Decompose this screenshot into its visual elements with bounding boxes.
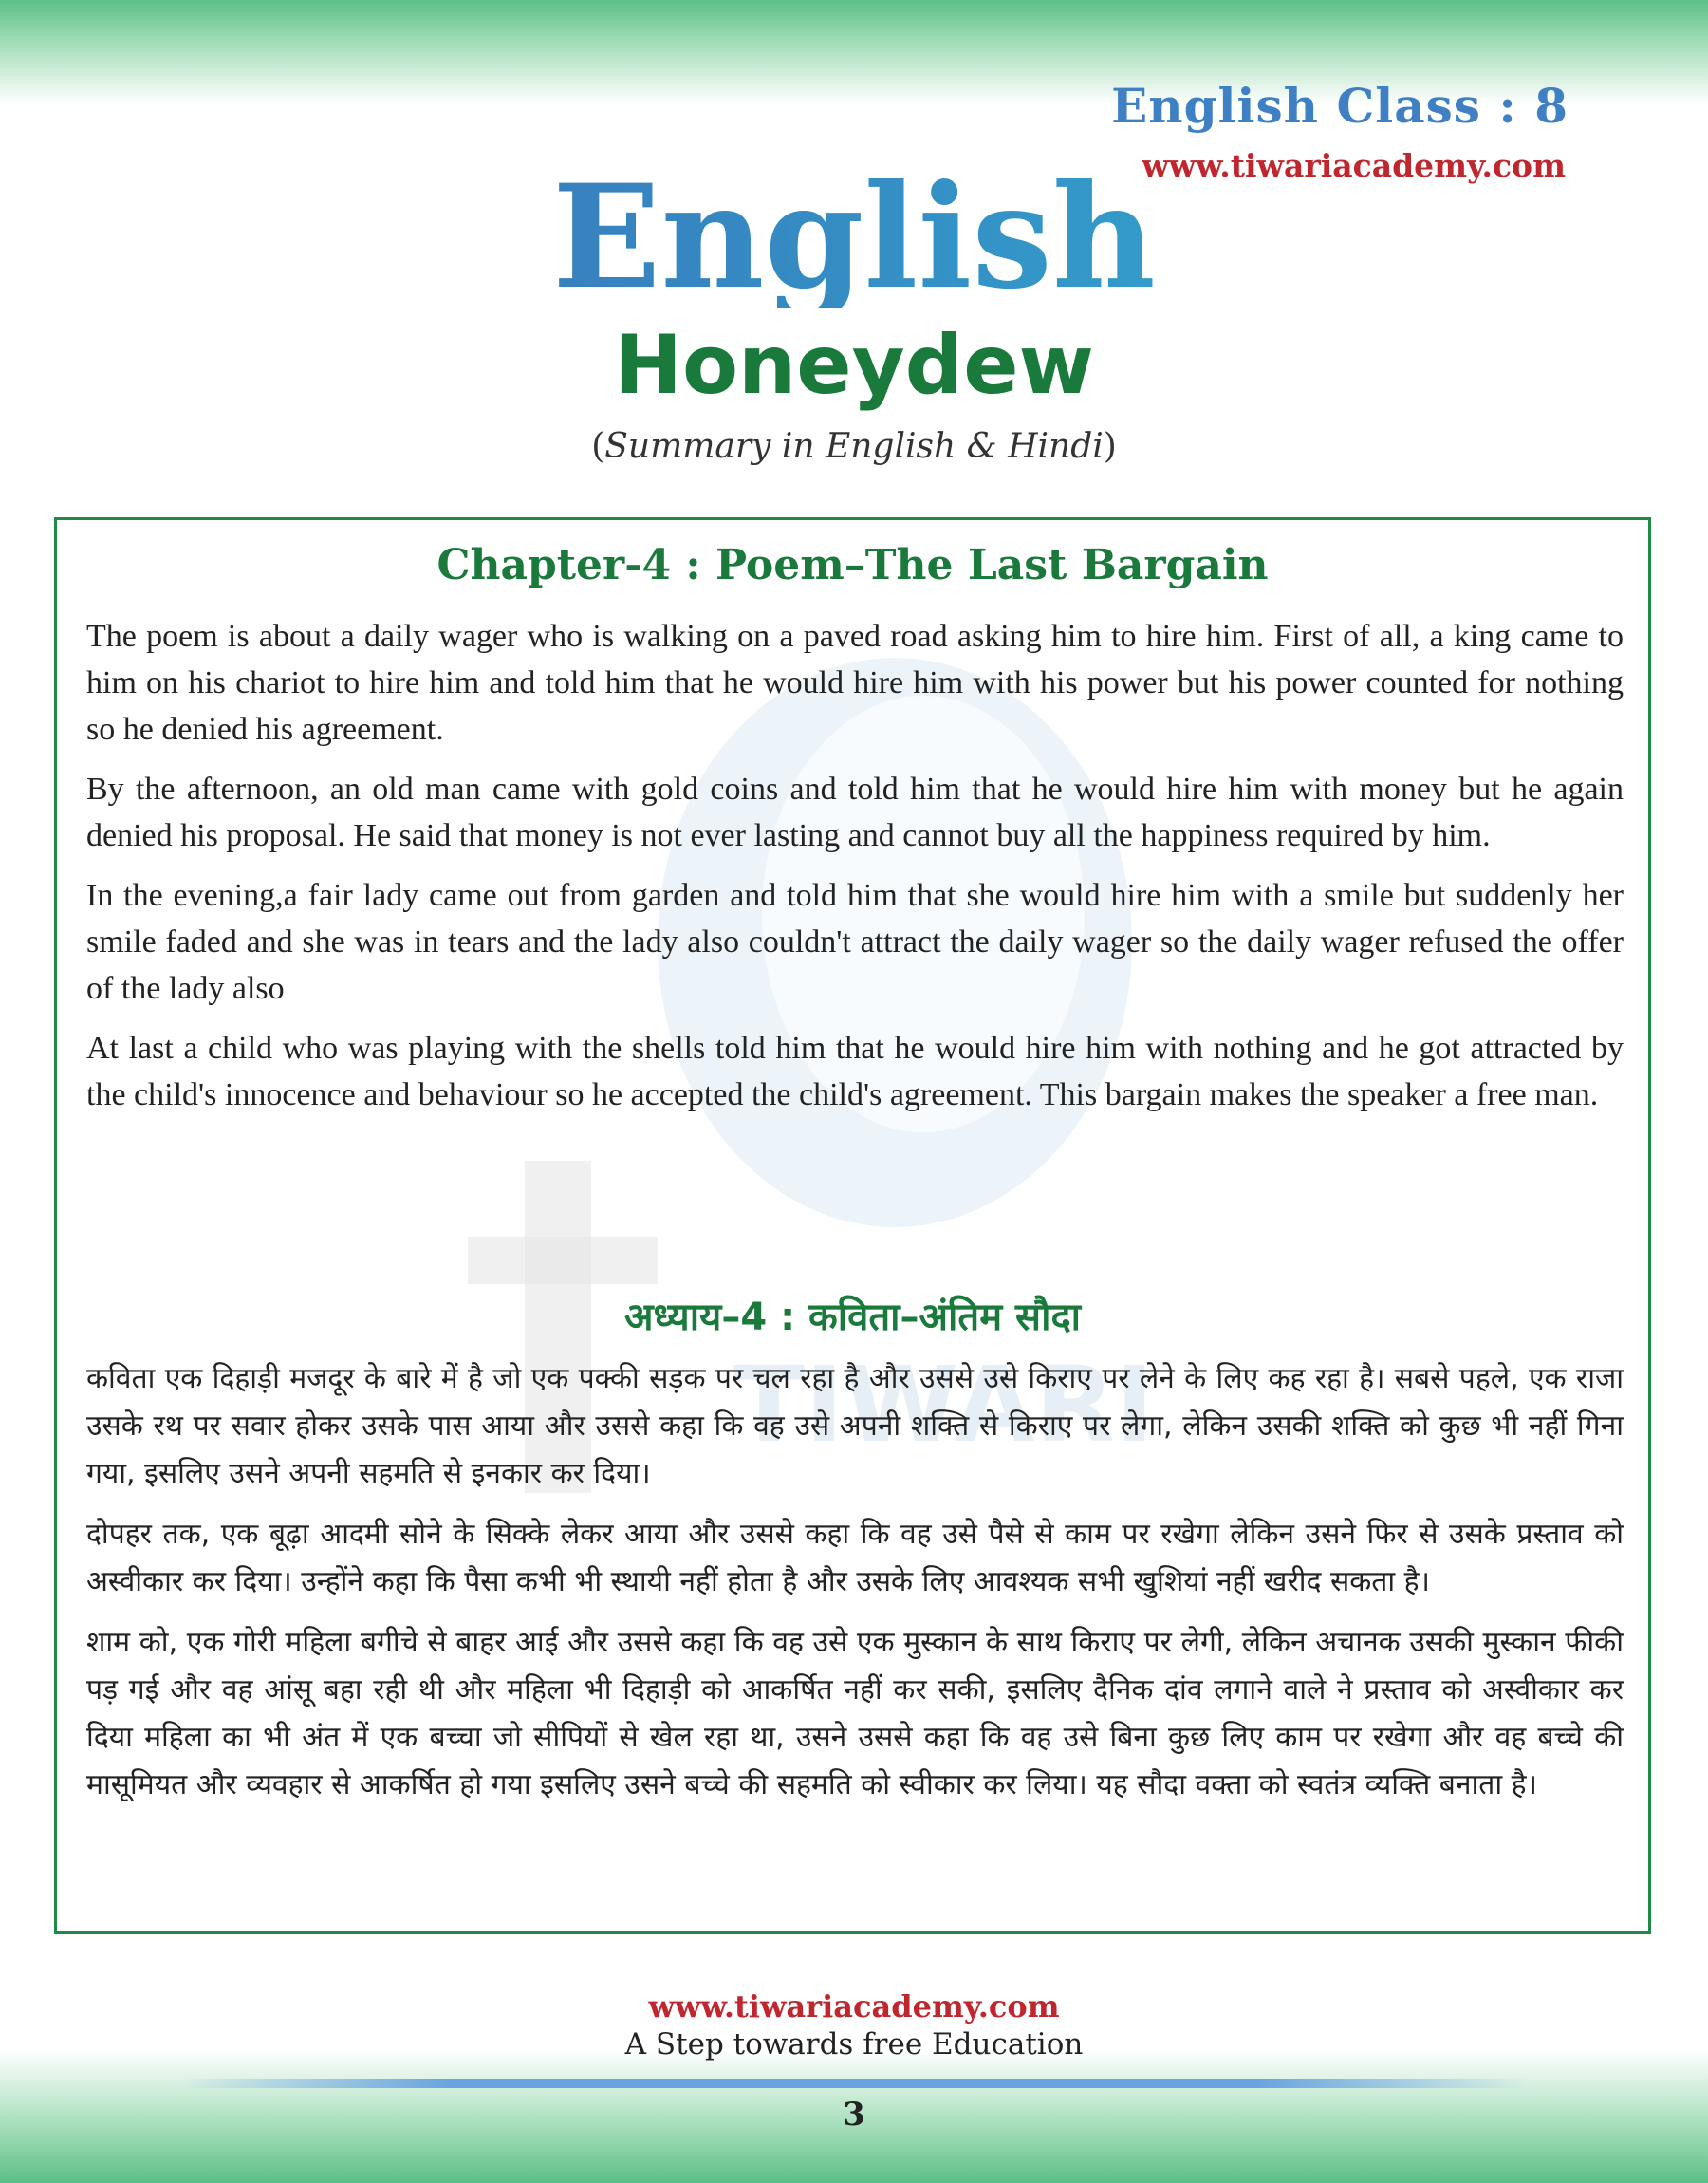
hindi-paragraph: शाम को, एक गोरी महिला बगीचे से बाहर आई और उससे कहा कि वह उसे एक मुस्कान के साथ किराए पर लेगी, लेकिन अचानक उसकी मुस्कान फीकी पड़ गई और वह आंसू बहा रही थी और महिला भी दिहाड़ी को आकर्षित नहीं कर सकी, इसलिए दैनिक दांव लगाने वाले ने प्रस्ताव को अस्वीकार कर दिया महिला का भी अंत में एक बच्चा जो सीपियों से खेल रहा था, उसने उससे कहा कि वह उसे बिना कुछ लिए काम पर रखेगा और वह बच्चे की मासूमियत और व्यवहार से आकर्षित हो गया इसलिए उसने बच्चे की सहमति को स्वीकार कर लिया। यह सौदा वक्ता को स्वतंत्र व्यक्ति बनाता है। [86, 1626, 1624, 1801]
subtitle: (Summary in English & Hindi) [591, 427, 1117, 466]
watermark-text: TIWARI [733, 1344, 1155, 1465]
footer-site-url[interactable]: www.tiwariacademy.com [648, 1988, 1060, 2024]
book-title: Honeydew [613, 318, 1094, 413]
english-paragraph: The poem is about a daily wager who is walking on a paved road asking him to hire him. First of all, a king came to him on his chariot to hire him and told him that he would hire him with his power but his power counted for nothing so he denied his agreement. [86, 619, 1624, 747]
chapter-title-english: Chapter-4 : Poem–The Last Bargain [436, 541, 1269, 589]
english-paragraph: At last a child who was playing with the shells told him that he would hire him with nothing and he got attracted by the child's innocence and behaviour so he accepted the child's agreement. This bargain makes the speaker a free man. [86, 1031, 1624, 1112]
footer-tagline: A Step towards free Education [624, 2027, 1084, 2062]
footer-divider [180, 2079, 1528, 2088]
hindi-paragraph: कविता एक दिहाड़ी मजदूर के बारे में है जो एक पक्की सड़क पर चल रहा है और उससे उसे किराए पर लेने के लिए कह रहा है। सबसे पहले, एक राजा उसके रथ पर सवार होकर उसके पास आया और उससे कहा कि वह उसे अपनी शक्ति से किराए पर लेगा, लेकिन उसकी शक्ति को कुछ भी नहीं गिना गया, इसलिए उसने अपनी सहमति से इनकार कर दिया। [86, 1362, 1624, 1490]
english-paragraph: By the afternoon, an old man came with gold coins and told him that he would hire him with money but he again denied his proposal. He said that money is not ever lasting and cannot buy all the happiness required by him. [86, 772, 1624, 853]
page-number: 3 [843, 2096, 865, 2134]
title-english: English [0, 166, 1708, 308]
class-label: English Class : 8 [1111, 78, 1569, 134]
content-box [54, 517, 1651, 1934]
english-paragraph: In the evening,a fair lady came out from garden and told him that she would hire him with a smile but suddenly her smile faded and she was in tears and the lady also couldn't attract the daily wager so the daily wager refused the offer of the lady also [86, 878, 1624, 1006]
hindi-summary [86, 1355, 1624, 1822]
chapter-title-hindi: अध्याय–4 : कविता–अंतिम सौदा [623, 1296, 1082, 1339]
english-summary [86, 613, 1624, 1131]
subtitle-text: Summary in English & Hindi [604, 427, 1104, 466]
hindi-paragraph: दोपहर तक, एक बूढ़ा आदमी सोने के सिक्के लेकर आया और उससे कहा कि वह उसे पैसे से काम पर रखेगा लेकिन उसने फिर से उसके प्रस्ताव को अस्वीकार कर दिया। उन्होंने कहा कि पैसा कभी भी स्थायी नहीं होता है और उसके लिए आवश्यक सभी खुशियां नहीं खरीद सकता है। [86, 1518, 1624, 1598]
